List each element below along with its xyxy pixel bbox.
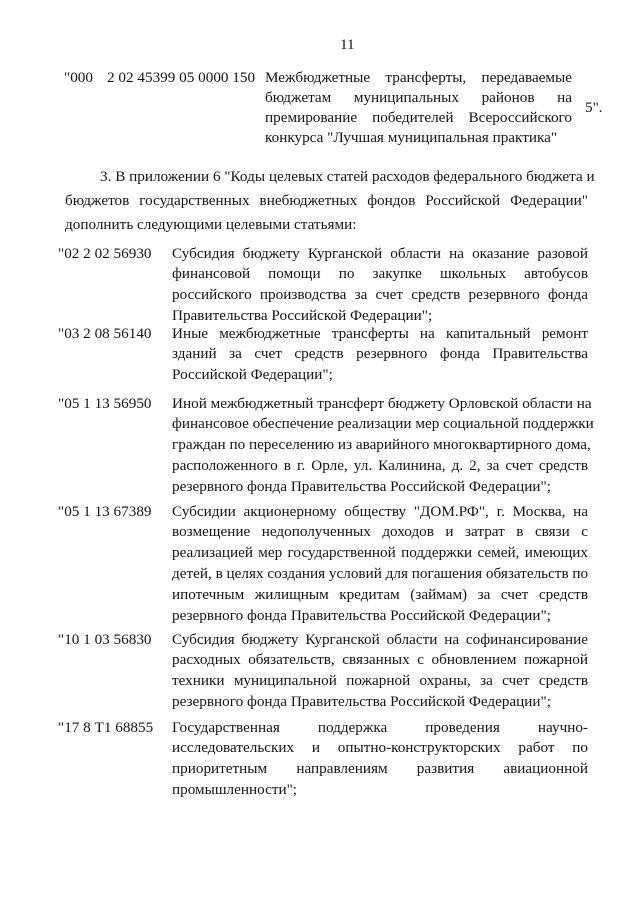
header-entry-line: бюджетам муниципальных районов на xyxy=(265,89,572,106)
entry-code: "03 2 08 56140 xyxy=(58,324,152,342)
entry-line: Государственная поддержка проведения научно- xyxy=(172,718,588,736)
entry-line: Иной межбюджетный трансферт бюджету Орловской области на xyxy=(172,394,592,412)
entry-line: расходных обязательств, связанных с обновлением пожарной xyxy=(172,651,588,669)
entry-line: реализацией мер государственной поддержки семей, имеющих xyxy=(172,544,588,562)
entry-line: промышленности"; xyxy=(172,780,298,798)
entry-text xyxy=(172,324,588,386)
header-entry-code: 2 02 45399 05 0000 150 xyxy=(107,69,256,86)
entry-line: финансовой помощи по закупке школьных автобусов xyxy=(172,265,588,283)
paragraph-line: 3. В приложении 6 "Коды целевых статей расходов федерального бюджета и xyxy=(100,168,595,185)
header-entry-text xyxy=(265,68,572,148)
entry-code: "02 2 02 56930 xyxy=(58,244,152,262)
page-number: 11 xyxy=(340,36,355,53)
entry-line: резервного фонда Правительства Российской Федерации"; xyxy=(172,606,551,624)
header-entry-line: Межбюджетные трансферты, передаваемые xyxy=(265,69,572,86)
header-entry-line: конкурса "Лучшая муниципальная практика" xyxy=(265,129,558,146)
entry-code: "17 8 Т1 68855 xyxy=(58,718,154,736)
entry-line: Субсидия бюджету Курганской области на оказание разовой xyxy=(172,244,588,262)
entry-code: "05 1 13 56950 xyxy=(58,394,152,412)
entry-line: зданий за счет средств резервного фонда Правительства xyxy=(172,345,588,363)
entry-line: техники муниципальной пожарной охраны, за счет средств xyxy=(172,672,588,690)
entry-line: Правительства Российской Федерации"; xyxy=(172,306,433,324)
entry-line: возмещение недополученных доходов и затрат в связи с xyxy=(172,523,588,541)
entry-line: Субсидия бюджету Курганской области на софинансирование xyxy=(172,630,588,648)
entry-line: ипотечным жилищным кредитам (займам) за счет средств xyxy=(172,585,588,603)
header-entry-line: премирование победителей Всероссийского xyxy=(265,109,572,126)
entry-line: исследовательских и опытно-конструкторских работ по xyxy=(172,739,588,757)
entry-text xyxy=(172,244,588,327)
entry-text xyxy=(172,718,588,801)
entry-code: "10 1 03 56830 xyxy=(58,630,152,648)
entry-line: резервного фонда Правительства Российской Федерации"; xyxy=(172,477,551,495)
entry-line: Российской Федерации"; xyxy=(172,366,333,384)
entry-line: Иные межбюджетные трансферты на капитальный ремонт xyxy=(172,324,588,342)
entry-line: приоритетным направлениям развития авиационной xyxy=(172,760,588,778)
entry-text xyxy=(172,502,588,627)
header-entry-suffix: 5". xyxy=(585,99,603,116)
entry-line: детей, в целях создания условий для погашения обязательств по xyxy=(172,564,589,582)
entry-line: российского производства за счет средств резервного фонда xyxy=(172,286,588,304)
entry-text xyxy=(172,630,588,713)
entry-line: финансовое обеспечение реализации мер социальной поддержки xyxy=(172,415,594,433)
paragraph-3 xyxy=(65,165,595,237)
entry-line: резервного фонда Правительства Российской Федерации"; xyxy=(172,692,551,710)
header-entry-prefix: "000 xyxy=(64,69,93,86)
entry-line: граждан по переселению из аварийного многоквартирного дома, xyxy=(172,436,591,454)
entry-code: "05 1 13 67389 xyxy=(58,502,152,520)
entry-line: Субсидии акционерному обществу "ДОМ.РФ", г. Москва, на xyxy=(172,502,588,520)
paragraph-line: бюджетов государственных внебюджетных фондов Российской Федерации" xyxy=(65,192,588,209)
entry-text xyxy=(172,394,594,498)
paragraph-line: дополнить следующими целевыми статьями: xyxy=(65,216,357,233)
entry-line: расположенного в г. Орле, ул. Калинина, д. 2, за счет средств xyxy=(172,456,588,474)
